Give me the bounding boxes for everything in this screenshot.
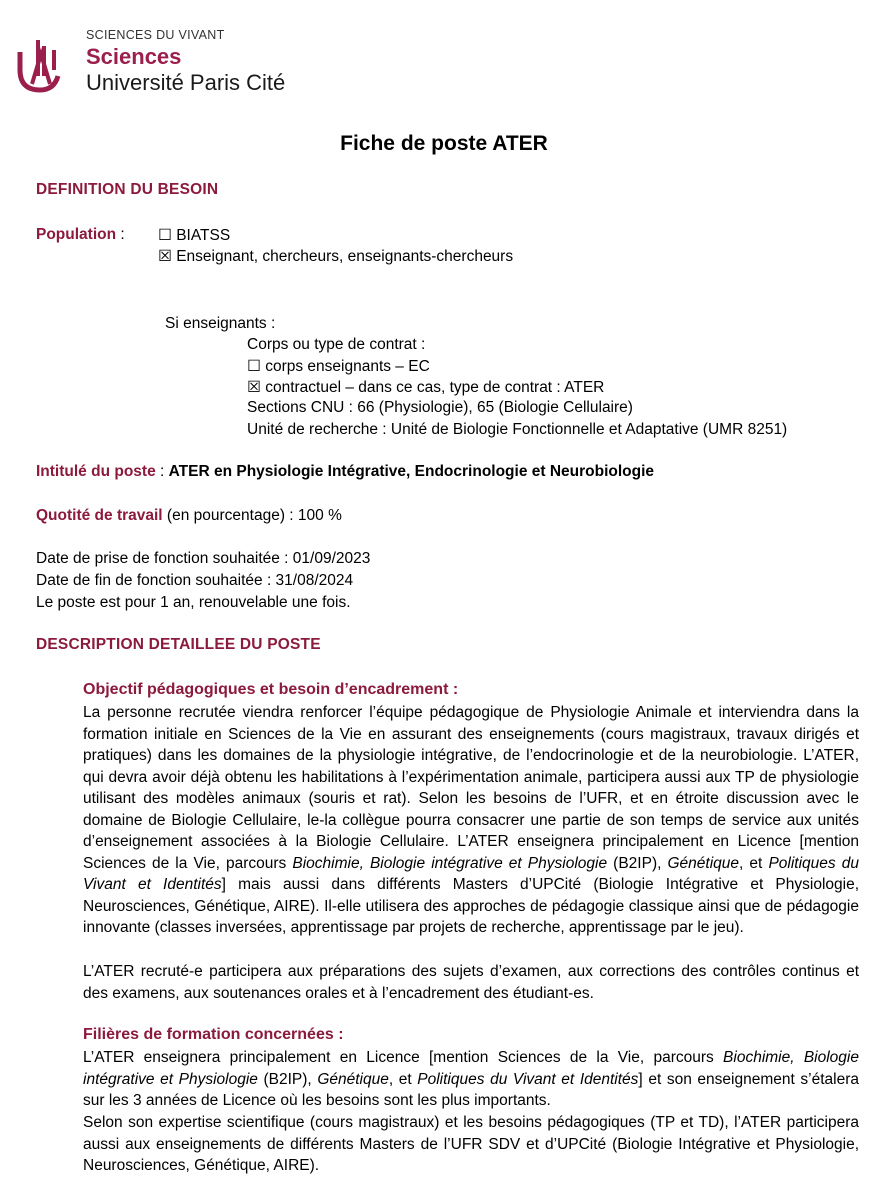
population-row (36, 226, 125, 244)
section-heading-definition: DEFINITION DU BESOIN (36, 181, 219, 198)
corps-option-contractuel: ☒ contractuel – dans ce cas, type de contrat : ATER (247, 379, 605, 396)
duree-poste: Le poste est pour 1 an, renouvelable une fois. (36, 594, 351, 611)
si-enseignants: Si enseignants : (165, 315, 276, 332)
university-logo (14, 28, 314, 98)
intitule-label: Intitulé du poste (36, 463, 156, 480)
section-heading-description: DESCRIPTION DETAILLEE DU POSTE (36, 636, 321, 653)
logo-faculty: Sciences (86, 44, 182, 69)
sections-cnu: Sections CNU : 66 (Physiologie), 65 (Biologie Cellulaire) (247, 399, 633, 416)
logo-university: Université Paris Cité (86, 70, 286, 95)
corps-option-ec: ☐ corps enseignants – EC (247, 358, 430, 375)
quotite-value: (en pourcentage) : 100 % (162, 507, 342, 524)
objectif-paragraph-2: L’ATER recruté-e participera aux préparations des sujets d’examen, aux corrections des contrôles continus et des examens, aux soutenances orales et à l’encadrement des étudiant-es. (83, 963, 859, 1002)
upc-emblem-icon (14, 36, 74, 96)
logo-tagline: SCIENCES DU VIVANT (86, 28, 225, 42)
date-fin: Date de fin de fonction souhaitée : 31/08/2024 (36, 572, 354, 589)
corps-label: Corps ou type de contrat : (247, 336, 426, 353)
option-biatss: ☐ BIATSS (158, 227, 231, 244)
population-sep: : (116, 226, 125, 243)
intitule-sep: : (155, 463, 169, 480)
intitule-value: ATER en Physiologie Intégrative, Endocrinologie et Neurobiologie (168, 463, 655, 480)
objectif-paragraph-1: La personne recrutée viendra renforcer l’équipe pédagogique de Physiologie Animale et interviendra dans la formation initiale en Sciences de la Vie en assurant des enseignements (cours magistraux, travaux dirigés et pratiques) dans les domaines de la physiologie intégrative, de l’endocrinologie et de la neurobiologie. L’ATER, qui devra avoir déjà obtenu les habilitations à l’expérimentation animale, participera aussi aux TP de physiologie utilisant des modèles animaux (souris et rat). Selon les besoins de l’UFR, et en étroite discussion avec le domaine de Biologie Cellulaire, le-la collègue pourra consacrer une partie de son temps de service aux unités d’enseignement associées à la Biologie Cellulaire. L’ATER enseignera principalement en Licence [mention Sciences de la Vie, parcours Biochimie, Biologie intégrative et Physiologie (B2IP), Génétique, et Politiques du Vivant et Identités] mais aussi dans différents Masters d’UPCité (Biologie Intégrative et Physiologie, Neurosciences, Génétique, AIRE). Il-elle utilisera des approches de pédagogie classique ainsi que de pédagogie innovante (classes inversées, apprentissage par projets de recherche, apprentissage par le jeu). (83, 704, 859, 936)
intitule-row (36, 463, 654, 481)
quotite-row (36, 507, 342, 525)
filieres-heading: Filières de formation concernées : (83, 1026, 344, 1043)
filieres-paragraph-2: Selon son expertise scientifique (cours magistraux) et les besoins pédagogiques (TP et TD), l’ATER participera aussi aux enseignements de différents Masters de l’UFR SDV et d’UPCité (Biologie Intégrative et Physiologie, Neurosciences, Génétique, AIRE). (83, 1114, 859, 1174)
option-enseignant: ☒ Enseignant, chercheurs, enseignants-chercheurs (158, 248, 514, 265)
filieres-paragraph-1: L’ATER enseignera principalement en Licence [mention Sciences de la Vie, parcours Biochimie, Biologie intégrative et Physiologie (B2IP), Génétique, et Politiques du Vivant et Identités] et son enseignement s’étalera sur les 3 années de Licence où les besoins sont les plus importants. (83, 1049, 859, 1109)
objectif-heading: Objectif pédagogiques et besoin d’encadrement : (83, 681, 459, 698)
population-label: Population (36, 226, 117, 243)
quotite-label: Quotité de travail (36, 507, 163, 524)
unite-recherche: Unité de recherche : Unité de Biologie Fonctionnelle et Adaptative (UMR 8251) (247, 421, 788, 438)
page-title: Fiche de poste ATER (340, 132, 548, 155)
date-debut: Date de prise de fonction souhaitée : 01/09/2023 (36, 550, 371, 567)
